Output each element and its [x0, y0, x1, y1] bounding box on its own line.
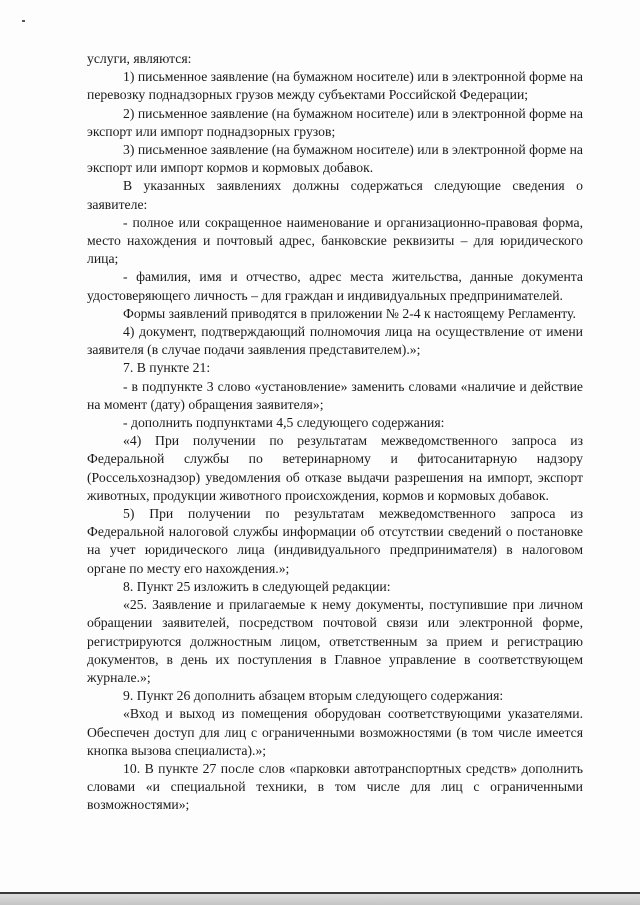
paragraph: 5) При получении по результатам межведомственного запроса из Федеральной налоговой службы информации об отсутствии сведений о постановке на учет юридического лица (индивидуального предпринимателя) в налоговом органе по месту его нахождения.»;: [87, 506, 583, 576]
paragraph: «25. Заявление и прилагаемые к нему документы, поступившие при личном обращении заявителей, посредством почтовой связи или электронной форме, регистрируются должностным лицом, ответственным за прием и регистрацию документов, в день их поступления в Главное управление в соответствующем журнале.»;: [87, 597, 583, 685]
paragraph: 3) письменное заявление (на бумажном носителе) или в электронной форме на экспорт или импорт кормов и кормовых добавок.: [87, 142, 584, 176]
paragraph: 2) письменное заявление (на бумажном носителе) или в электронной форме на экспорт или импорт поднадзорных грузов;: [87, 105, 584, 139]
document-body: [87, 50, 583, 815]
paragraph: - в подпункте 3 слово «установление» заменить словами «наличие и действие на момент (дату) обращения заявителя»;: [87, 378, 583, 412]
paragraph: - полное или сокращенное наименование и организационно-правовая форма, место нахождения и почтовый адрес, банковские реквизиты – для юридического лица;: [87, 214, 583, 267]
paragraph: - дополнить подпунктами 4,5 следующего содержания:: [123, 415, 445, 431]
paragraph: Формы заявлений приводятся в приложении № 2-4 к настоящему Регламенту.: [123, 305, 576, 321]
paragraph: - фамилия, имя и отчество, адрес места жительства, данные документа удостоверяющего личность – для граждан и индивидуальных предпринимателей.: [87, 269, 583, 303]
paragraph: 8. Пункт 25 изложить в следующей редакции:: [123, 578, 391, 594]
paragraph: 7. В пункте 21:: [123, 360, 211, 376]
paragraph: 4) документ, подтверждающий полномочия лица на осуществление от имени заявителя (в случае подачи заявления представителем).»;: [87, 324, 583, 358]
paragraph: 10. В пункте 27 после слов «парковки автотранспортных средств» дополнить словами «и специальной техники, в том числе для лиц с ограниченными возможностями»;: [87, 760, 583, 813]
paragraph: 1) письменное заявление (на бумажном носителе) или в электронной форме на перевозку поднадзорных грузов между субъектами Российской Федерации;: [87, 69, 584, 103]
paragraph: 9. Пункт 26 дополнить абзацем вторым следующего содержания:: [123, 688, 504, 704]
paragraph: В указанных заявлениях должны содержаться следующие сведения о заявителе:: [87, 178, 583, 212]
paragraph: «4) При получении по результатам межведомственного запроса из Федеральной службы по ветеринарному и фитосанитарную надзору (Россельхознадзор) уведомления об отказе выдачи разрешения на импорт, экспорт животных, продукции животного происхождения, кормов и кормовых добавок.: [87, 433, 583, 503]
paragraph: услуги, являются:: [87, 51, 192, 66]
scan-speck: [22, 20, 25, 22]
paragraph: «Вход и выход из помещения оборудован соответствующими указателями. Обеспечен доступ для лиц с ограниченными возможностями (в том числе имеется кнопка вызова специалиста).»;: [87, 706, 583, 758]
scan-bottom-line: [0, 892, 640, 894]
